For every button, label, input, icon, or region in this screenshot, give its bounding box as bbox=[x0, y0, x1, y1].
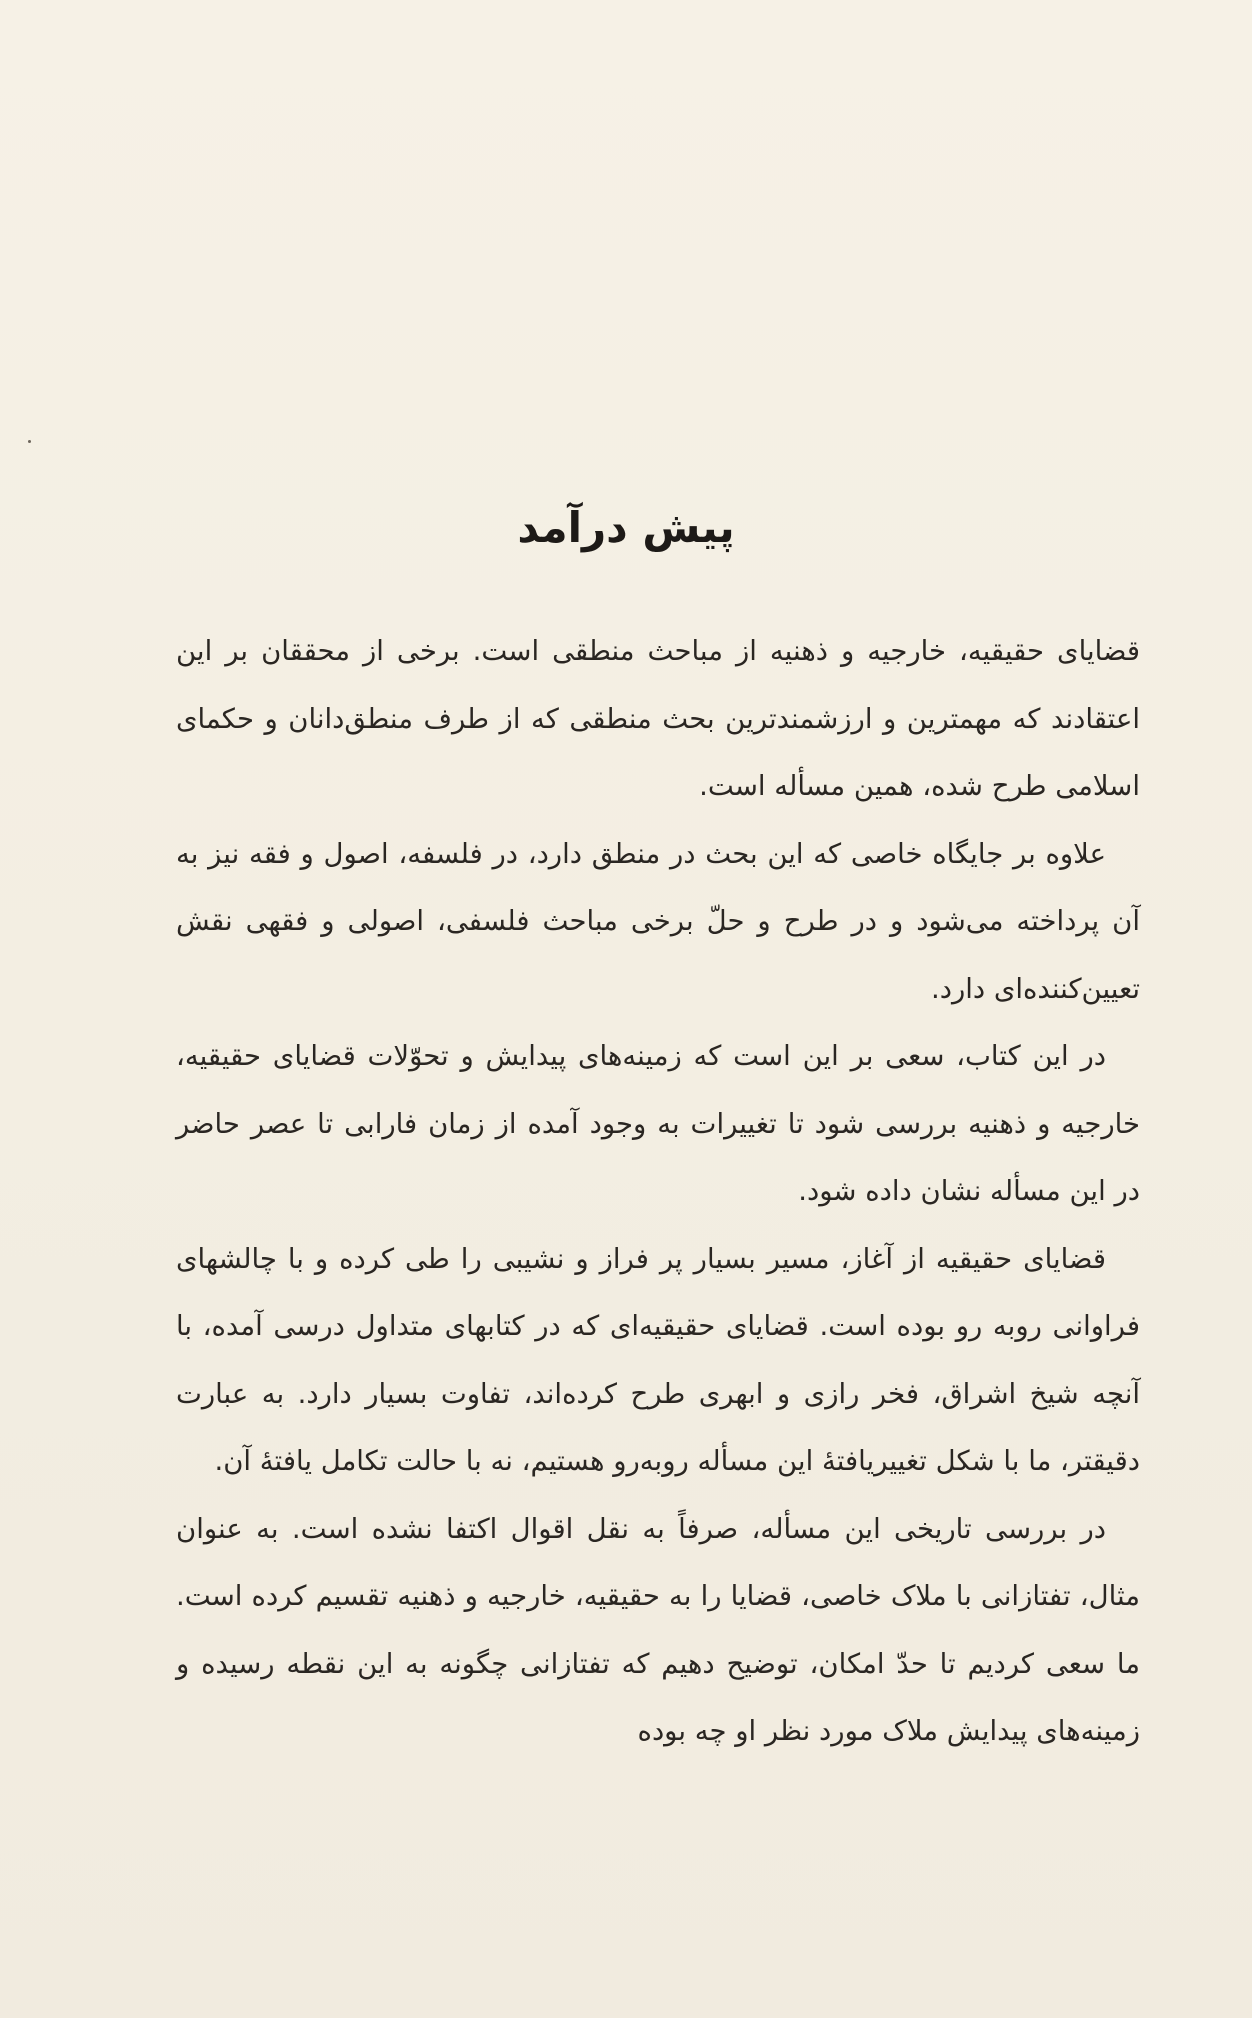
paragraph-4: قضایای حقیقیه از آغاز، مسیر بسیار پر فراز و نشیبی را طی کرده و با چالشهای فراوانی روبه رو بوده است. قضایای حقیقیه‌ای که در کتابهای متداول درسی آمده، با آنچه شیخ اشراق، فخر رازی و ابهری طرح کرده‌اند، تفاوت بسیار دارد. به عبارت دقیقتر، ما با شکل تغییریافتهٔ این مسأله روبه‌رو هستیم، نه با حالت تکامل یافتهٔ آن. bbox=[176, 1242, 1140, 1477]
page-speck bbox=[28, 440, 31, 443]
body-text bbox=[176, 618, 1140, 1766]
paragraph-1: قضایای حقیقیه، خارجیه و ذهنیه از مباحث منطقی است. برخی از محققان بر این اعتقادند که مهمترین و ارزشمندترین بحث منطقی که از طرف منطق‌دانان و حکمای اسلامی طرح شده، همین مسأله است. bbox=[176, 635, 1140, 802]
paragraph-2: علاوه بر جایگاه خاصی که این بحث در منطق دارد، در فلسفه، اصول و فقه نیز به آن پرداخته می‌شود و در طرح و حلّ برخی مباحث فلسفی، اصولی و فقهی نقش تعیین‌کننده‌ای دارد. bbox=[176, 837, 1140, 1005]
paragraph-3: در این کتاب، سعی بر این است که زمینه‌های پیدایش و تحوّلات قضایای حقیقیه، خارجیه و ذهنیه بررسی شود تا تغییرات به وجود آمده از زمان فارابی تا عصر حاضر در این مسأله نشان داده شود. bbox=[176, 1040, 1140, 1207]
chapter-title: پیش درآمد bbox=[517, 503, 735, 553]
paragraph-5: در بررسی تاریخی این مسأله، صرفاً به نقل اقوال اکتفا نشده است. به عنوان مثال، تفتازانی با ملاک خاصی، قضایا را به حقیقیه، خارجیه و ذهنیه تقسیم کرده است. ما سعی کردیم تا حدّ امکان، توضیح دهیم که تفتازانی چگونه به این نقطه رسیده و زمینه‌های پیدایش ملاک مورد نظر او چه بوده bbox=[176, 1512, 1140, 1747]
